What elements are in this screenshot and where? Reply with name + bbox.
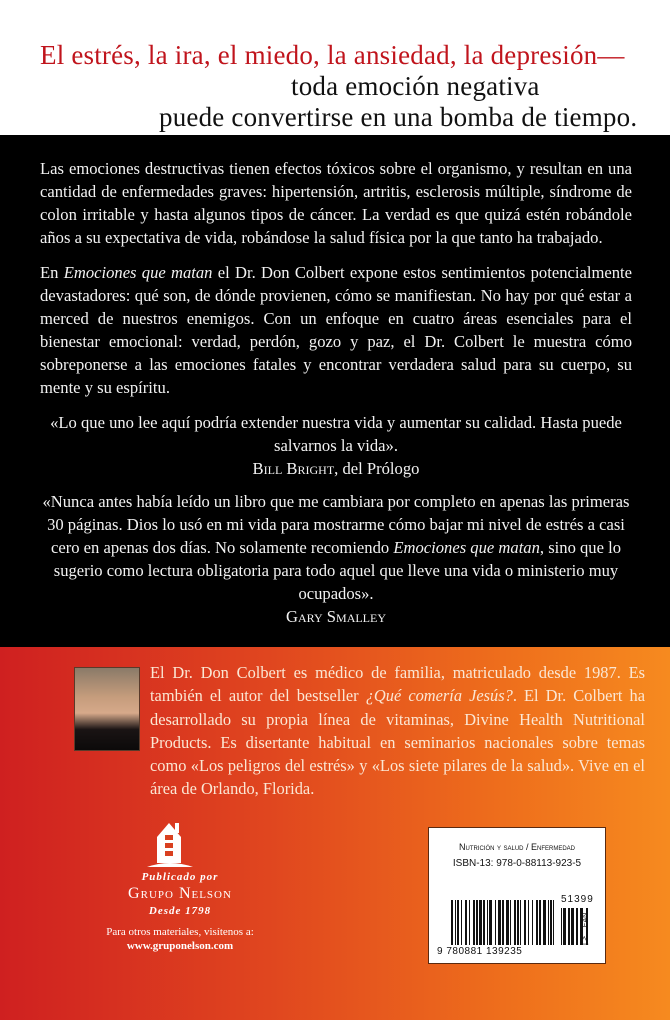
isbn: ISBN-13: 978-0-88113-923-5 bbox=[452, 858, 582, 869]
book-title: ¿Qué comería Jesús? bbox=[365, 686, 513, 706]
endorsement-author-2: Gary Smalley bbox=[285, 607, 387, 626]
text: . El Dr. Colbert ha desarrollado su propia línea de vitaminas, Divine Health Nutritional Products. Es disertante habitual en seminarios nacionales sobre temas como «Los peligros del estrés» y «Los siete pilares de la salud». Vive en el área de Orlando, Florida. bbox=[150, 686, 645, 799]
barcode-bar bbox=[469, 900, 470, 945]
text: el Dr. Don Colbert expone estos sentimientos potencialmente devastadores: qué son, de dónde provienen, cómo se manifiestan. No hay por qué estar a merced de nuestros enemigos. Con un enfoque en cuatro áreas esenciales para el bienestar emocional: verdad, perdón, gozo y paz, el Dr. Colbert le muestra cómo sobreponerse a las emociones fatales y encontrar verdadera salud para su cuerpo, su mente y su espíritu. bbox=[40, 263, 632, 397]
visit-text: Para otros materiales, visítenos a: bbox=[106, 926, 254, 938]
author-photo bbox=[74, 667, 140, 751]
endorsement-quote-1: «Lo que uno lee aquí podría extender nuestra vida y aumentar su calidad. Hasta puede salvarnos la vida». bbox=[50, 413, 622, 455]
publisher-since: Desde 1798 bbox=[148, 905, 212, 917]
endorsement-author-1 bbox=[40, 457, 632, 480]
barcode-bar bbox=[528, 900, 529, 945]
publisher-url: www.gruponelson.com bbox=[126, 940, 234, 952]
category: Nutrición y salud / Enfermedad bbox=[458, 842, 575, 852]
headline-line-2: toda emoción negativa bbox=[291, 71, 540, 101]
author-publisher-panel bbox=[0, 647, 670, 1020]
book-title: Emociones que matan bbox=[393, 538, 540, 557]
barcode-number: 9 780881 139235 bbox=[437, 946, 523, 957]
barcode-bar bbox=[483, 900, 485, 945]
author-bio bbox=[150, 661, 645, 801]
text: , sino que lo sugerio como lectura obligatoria para todo aquel que lleve una vida o ministerio muy ocupados». bbox=[53, 538, 622, 603]
publisher-house-logo-icon bbox=[145, 819, 195, 869]
price-code: 51399 bbox=[561, 894, 594, 905]
text: En bbox=[40, 263, 64, 282]
barcode-bar bbox=[479, 900, 482, 945]
barcode-bar bbox=[568, 908, 570, 945]
barcode-bar bbox=[553, 900, 554, 945]
barcode-bar bbox=[476, 900, 478, 945]
barcode-bar bbox=[532, 900, 533, 945]
barcode-bar bbox=[506, 900, 509, 945]
barcode-bar bbox=[465, 900, 467, 945]
barcode-bar bbox=[517, 900, 519, 945]
book-title: Emociones que matan bbox=[63, 263, 213, 282]
barcode-bar bbox=[536, 900, 538, 945]
author-source: , del Prólogo bbox=[334, 459, 420, 478]
triangle-icon: △ bbox=[580, 934, 589, 946]
barcode-bar bbox=[550, 900, 552, 945]
barcode-bar bbox=[510, 900, 511, 945]
description-paragraph-1: Las emociones destructivas tienen efectos tóxicos sobre el organismo, y resultan en una cantidad de enfermedades graves: hipertensión, artritis, esclerosis múltiple, síndrome de colon irritable y hasta algunos tipos de cáncer. La verdad es que quizá estén robándole años a su expectativa de vida, robándose la salud física por la que tanto ha trabajado. bbox=[40, 159, 632, 247]
barcode-bar bbox=[473, 900, 475, 945]
publisher-name: Grupo Nelson bbox=[128, 885, 232, 902]
author-name: Bill Bright bbox=[252, 459, 335, 478]
cover-header bbox=[0, 0, 670, 135]
barcode-bar bbox=[502, 900, 504, 945]
barcode-bar bbox=[514, 900, 516, 945]
description-paragraph-2 bbox=[40, 261, 632, 399]
publisher-info bbox=[80, 871, 280, 953]
barcode-bar bbox=[451, 900, 453, 945]
endorsement-quote-2 bbox=[40, 490, 632, 605]
ean-label: EAN bbox=[582, 912, 590, 928]
barcode-bar bbox=[498, 900, 501, 945]
barcode-bar bbox=[539, 900, 541, 945]
barcode-bar bbox=[461, 900, 462, 945]
barcode-bar bbox=[561, 908, 562, 945]
headline-line-1: El estrés, la ira, el miedo, la ansiedad, la depresión— bbox=[40, 40, 625, 70]
barcode-bar bbox=[548, 900, 549, 945]
barcode-bar bbox=[489, 900, 492, 945]
headline-line-3: puede convertirse en una bomba de tiempo. bbox=[159, 102, 638, 132]
published-by: Publicado por bbox=[141, 871, 219, 883]
description-panel bbox=[0, 135, 670, 647]
isbn-barcode-box bbox=[428, 827, 606, 964]
barcode bbox=[451, 900, 569, 945]
barcode-bar bbox=[487, 900, 488, 945]
barcode-bar bbox=[520, 900, 521, 945]
text: «Nunca antes había leído un libro que me cambiara por completo en apenas las primeras 30 páginas. Dios lo usó en mi vida para mostrarme cómo bajar mi nivel de estrés a casi cero en apenas dos días. No solamente recomiendo bbox=[42, 492, 630, 557]
barcode-bar bbox=[576, 908, 578, 945]
barcode-bar bbox=[457, 900, 459, 945]
barcode-bar bbox=[524, 900, 526, 945]
barcode-bar bbox=[571, 908, 574, 945]
text: El Dr. Don Colbert es médico de familia, matriculado desde 1987. Es también el autor del bestseller bbox=[150, 663, 645, 706]
barcode-bar bbox=[455, 900, 456, 945]
barcode-bar bbox=[543, 900, 546, 945]
barcode-bar bbox=[495, 900, 496, 945]
barcode-bar bbox=[563, 908, 566, 945]
